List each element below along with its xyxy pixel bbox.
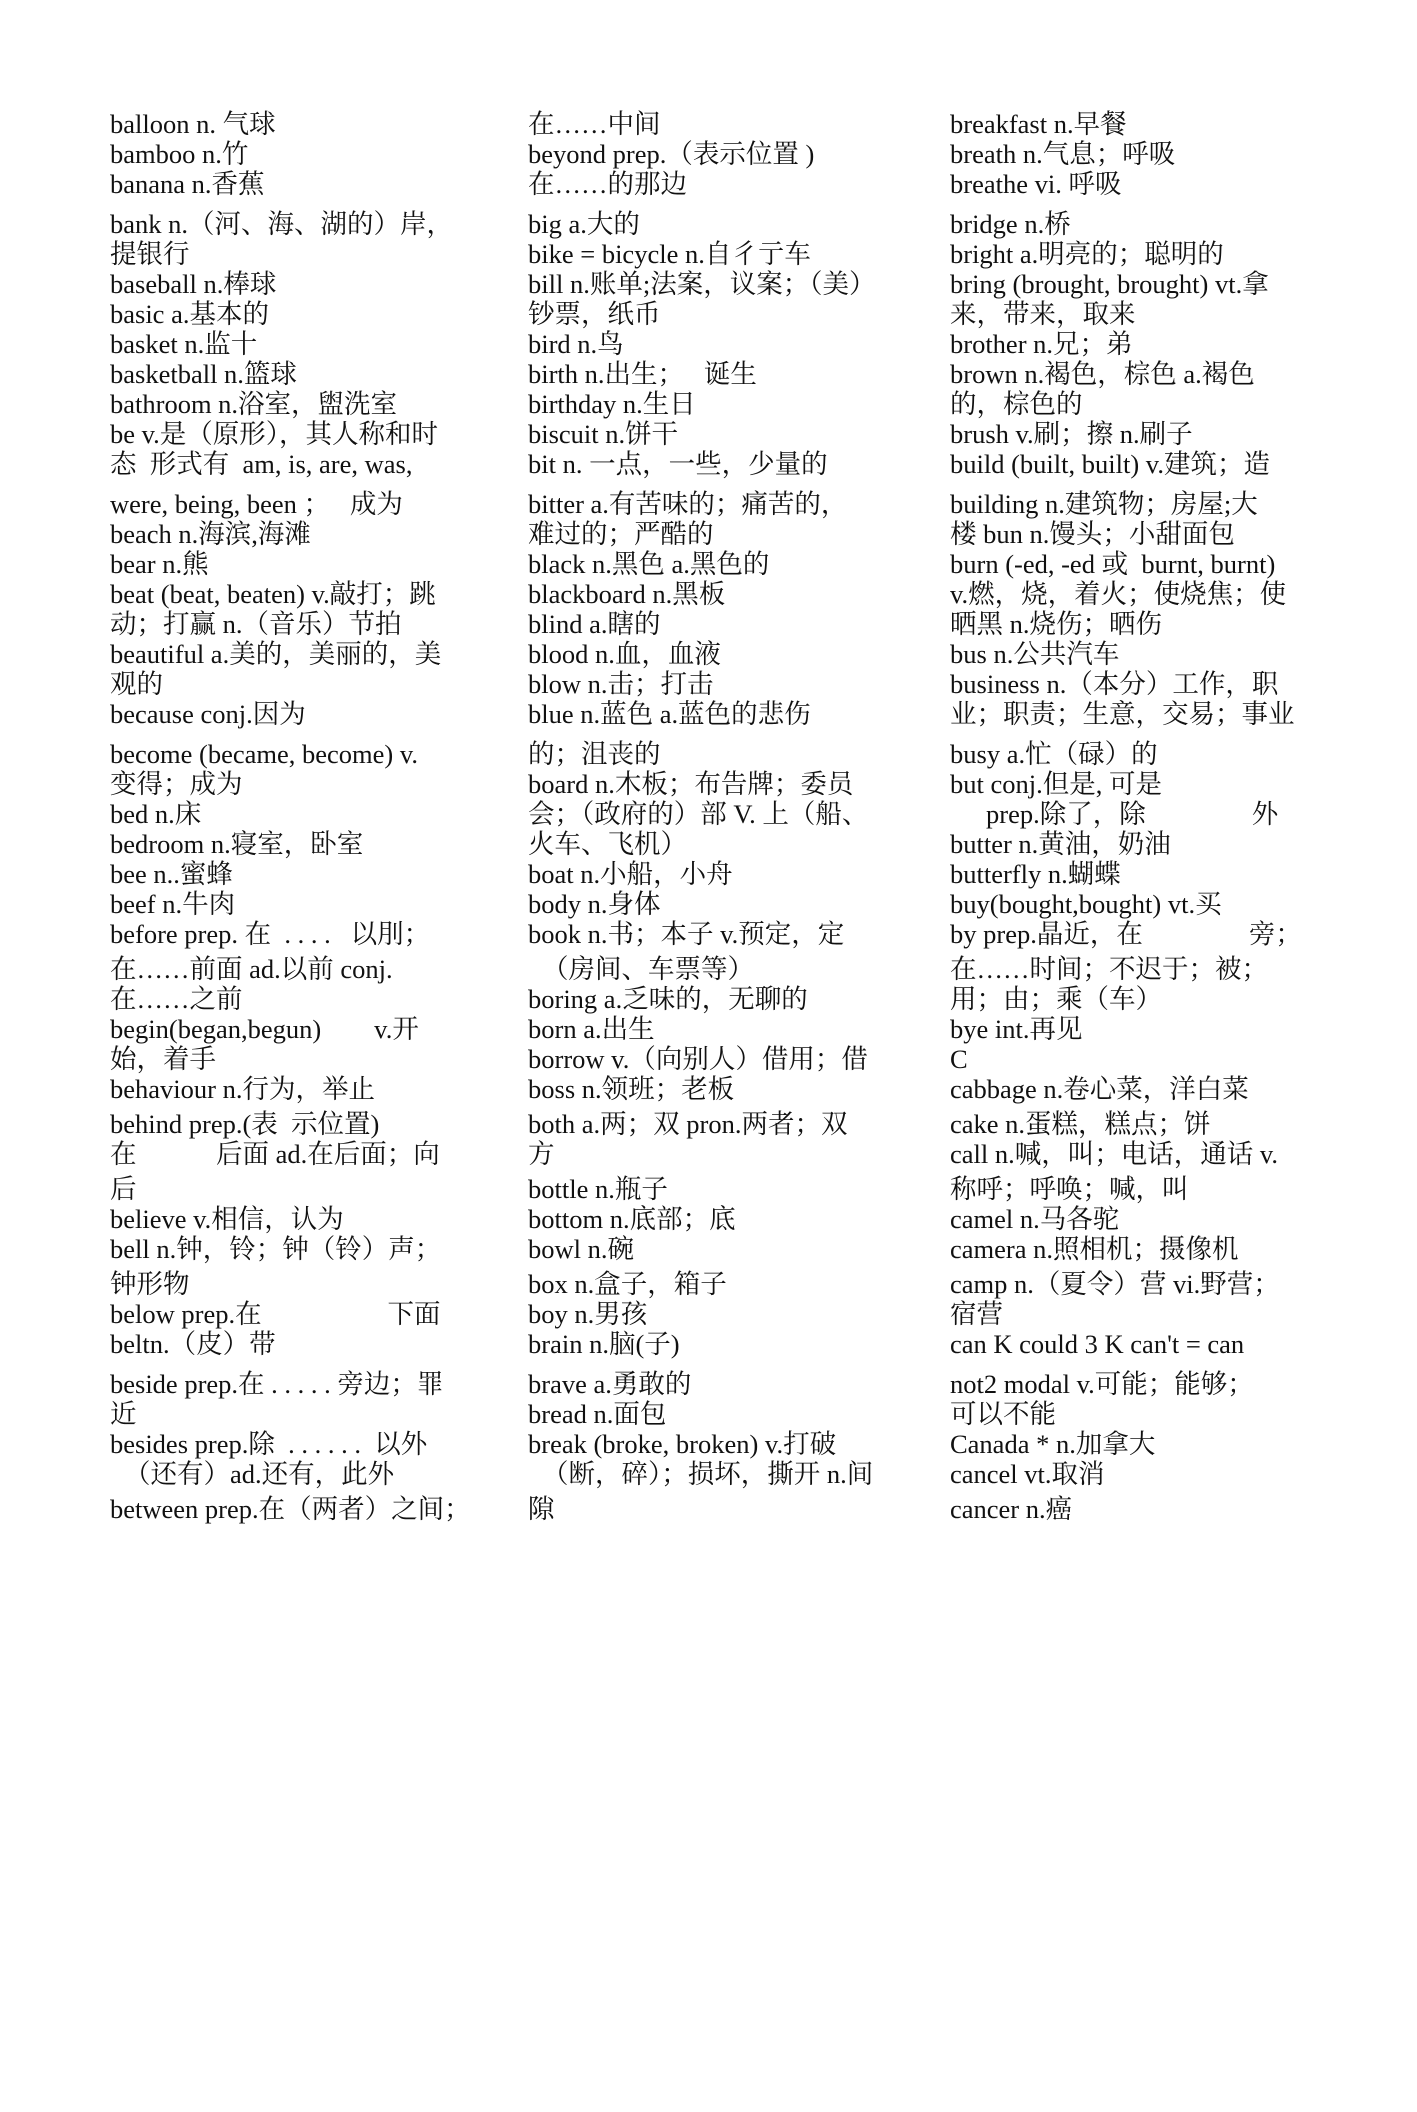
vocab-line: v.燃，烧，着火；使烧焦；使 (950, 579, 1287, 609)
vocab-line: break (broke, broken) v.打破 (528, 1429, 837, 1459)
vocab-line: 始，着手 (110, 1044, 216, 1074)
vocab-line: 可以不能 (950, 1399, 1056, 1429)
vocab-line: big a.大的 (528, 209, 640, 239)
vocab-line: 晒黑 n.烧伤；晒伤 (950, 609, 1162, 639)
vocab-line: blind a.瞎的 (528, 609, 661, 639)
vocab-line: bread n.面包 (528, 1399, 667, 1429)
vocab-line: born a.出生 (528, 1014, 655, 1044)
vocab-line: bill n.账单;法案，议案；（美） (528, 269, 876, 299)
vocab-line: 业；职责；生意，交易；事业 (950, 699, 1295, 729)
vocab-line: blue n.蓝色 a.蓝色的悲伤 (528, 699, 811, 729)
vocab-line: brother n.兄；弟 (950, 329, 1133, 359)
vocab-line: cancer n.癌 (950, 1494, 1073, 1524)
vocab-line: bear n.熊 (110, 549, 209, 579)
vocab-line: C (950, 1044, 968, 1074)
vocab-line: boy n.男孩 (528, 1299, 648, 1329)
vocab-line: blood n.血，血液 (528, 639, 721, 669)
vocab-line: 钞票，纸币 (528, 299, 661, 329)
vocab-line: were, being, been ； 成为 (110, 489, 403, 519)
vocab-line: between prep.在（两者）之间； (110, 1494, 471, 1524)
vocab-line: by prep.晶近，在 旁； (950, 919, 1302, 949)
vocab-line: birthday n.生日 (528, 389, 696, 419)
vocab-line: 近 (110, 1399, 137, 1429)
vocab-line: bed n.床 (110, 799, 202, 829)
vocab-line: breathe vi. 呼吸 (950, 169, 1122, 199)
vocab-line: bridge n.桥 (950, 209, 1071, 239)
vocab-line: brown n.褐色，棕色 a.褐色 (950, 359, 1255, 389)
vocab-line: 态 形式有 am, is, are, was, (110, 449, 413, 479)
vocab-line: bright a.明亮的；聪明的 (950, 239, 1224, 269)
vocab-line: bamboo n.竹 (110, 139, 249, 169)
vocab-line: bird n.鸟 (528, 329, 624, 359)
vocab-line: boat n.小船，小舟 (528, 859, 733, 889)
vocab-line: cake n.蛋糕，糕点；饼 (950, 1109, 1211, 1139)
vocab-line: bathroom n.浴室，盥洗室 (110, 389, 398, 419)
vocab-line: 会；（政府的）部 V. 上（船、 (528, 799, 869, 829)
vocab-line: bitter a.有苦味的；痛苦的， (528, 489, 848, 519)
vocab-line: 难过的；严酷的 (528, 519, 714, 549)
vocab-line: call n.喊，叫；电话，通话 v. (950, 1139, 1279, 1169)
vocab-line: be v.是（原形），其人称和时 (110, 419, 439, 449)
vocab-line: baseball n.棒球 (110, 269, 277, 299)
vocab-line: 火车、飞机） (528, 829, 687, 859)
vocab-line: cancel vt.取消 (950, 1459, 1105, 1489)
vocab-line: beautiful a.美的，美丽的，美 (110, 639, 442, 669)
vocab-line: before prep. 在 . . . . 以刖； (110, 919, 431, 949)
vocab-line: 方 (528, 1139, 555, 1169)
vocab-line: bedroom n.寝室，卧室 (110, 829, 364, 859)
vocab-line: black n.黑色 a.黑色的 (528, 549, 770, 579)
vocab-line: 的，棕色的 (950, 389, 1083, 419)
vocab-line: believe v.相信，认为 (110, 1204, 344, 1234)
vocab-line: box n.盒子，箱子 (528, 1269, 727, 1299)
vocab-line: begin(began,begun) v.开 (110, 1014, 419, 1044)
vocab-line: 变得；成为 (110, 769, 243, 799)
vocab-line: bike = bicycle n.自彳亍车 (528, 239, 811, 269)
vocab-line: 在……之前 (110, 984, 243, 1014)
vocab-line: 在 后面 ad.在后面；向 (110, 1139, 440, 1169)
vocab-line: below prep.在 下面 (110, 1299, 441, 1329)
vocab-line: both a.两；双 pron.两者；双 (528, 1109, 848, 1139)
vocab-line: 在……时间；不迟于；被； (950, 954, 1268, 984)
vocab-line: beyond prep.（表示位置 ) (528, 139, 815, 169)
vocab-line: 在……前面 ad.以前 conj. (110, 954, 393, 984)
vocab-line: buy(bought,bought) vt.买 (950, 889, 1222, 919)
vocab-line: prep.除了，除 外 (986, 799, 1279, 829)
vocab-line: beside prep.在 . . . . . 旁边；罪 (110, 1369, 444, 1399)
vocab-line: bit n. 一点，一些，少量的 (528, 449, 828, 479)
vocab-line: （断，碎）；损坏，撕开 n.间 (542, 1459, 874, 1489)
vocab-line: build (built, built) v.建筑；造 (950, 449, 1270, 479)
vocab-line: beef n.牛肉 (110, 889, 236, 919)
vocab-line: 动；打赢 n.（音乐）节拍 (110, 609, 402, 639)
vocab-line: boss n.领班；老板 (528, 1074, 735, 1104)
vocab-line: besides prep.除 . . . . . . 以外 (110, 1429, 428, 1459)
vocab-line: banana n.香蕉 (110, 169, 265, 199)
vocab-line: breath n.气息；呼吸 (950, 139, 1176, 169)
vocab-line: bell n.钟，铃；钟（铃）声； (110, 1234, 442, 1264)
vocab-line: 宿营 (950, 1299, 1003, 1329)
vocab-line: beat (beat, beaten) v.敲打；跳 (110, 579, 436, 609)
vocab-line: can K could 3 K can't = can (950, 1329, 1245, 1359)
vocab-line: 楼 bun n.馒头；小甜面包 (950, 519, 1235, 549)
vocab-line: behaviour n.行为，举止 (110, 1074, 375, 1104)
vocab-line: beach n.海滨,海滩 (110, 519, 311, 549)
vocab-line: business n.（本分）工作，职 (950, 669, 1279, 699)
vocab-line: body n.身体 (528, 889, 661, 919)
vocab-line: brain n.脑(子) (528, 1329, 680, 1359)
vocab-line: book n.书；本子 v.预定，定 (528, 919, 845, 949)
vocab-line: behind prep.(表 示位置) (110, 1109, 380, 1139)
vocab-line: 用；由；乘（车） (950, 984, 1162, 1014)
vocab-line: bowl n.碗 (528, 1234, 634, 1264)
vocab-line: （还有）ad.还有，此外 (124, 1459, 395, 1489)
vocab-line: 隙 (528, 1494, 555, 1524)
vocab-line: burn (-ed, -ed 或 burnt, burnt) (950, 549, 1276, 579)
vocab-line: board n.木板；布告牌；委员 (528, 769, 854, 799)
vocab-line: 钟形物 (110, 1269, 190, 1299)
vocab-line: 来，带来，取来 (950, 299, 1136, 329)
vocab-line: bank n.（河、海、湖的）岸， (110, 209, 454, 239)
vocab-line: 的；沮丧的 (528, 739, 661, 769)
vocab-line: because conj.因为 (110, 699, 306, 729)
vocab-line: blow n.击；打击 (528, 669, 714, 699)
vocab-line: 后 (110, 1174, 137, 1204)
vocab-line: bottom n.底部；底 (528, 1204, 736, 1234)
vocab-line: 观的 (110, 669, 163, 699)
vocab-line: bus n.公共汽车 (950, 639, 1120, 669)
vocab-line: brave a.勇敢的 (528, 1369, 692, 1399)
vocab-line: Canada * n.加拿大 (950, 1429, 1156, 1459)
vocab-line: become (became, become) v. (110, 739, 419, 769)
vocab-line: bring (brought, brought) vt.拿 (950, 269, 1269, 299)
vocab-line: breakfast n.早餐 (950, 109, 1127, 139)
vocab-line: beltn.（皮）带 (110, 1329, 276, 1359)
vocab-line: but conj.但是, 可是 (950, 769, 1162, 799)
vocab-line: camera n.照相机；摄像机 (950, 1234, 1239, 1264)
vocab-line: 提银行 (110, 239, 190, 269)
vocab-line: birth n.出生； 诞生 (528, 359, 757, 389)
vocab-line: camel n.马各驼 (950, 1204, 1120, 1234)
vocab-line: 在……的那边 (528, 169, 687, 199)
vocab-line: basketball n.篮球 (110, 359, 297, 389)
vocab-line: biscuit n.饼干 (528, 419, 679, 449)
vocab-line: boring a.乏味的，无聊的 (528, 984, 808, 1014)
vocab-line: basic a.基本的 (110, 299, 269, 329)
vocab-line: camp n.（夏令）营 vi.野营； (950, 1269, 1280, 1299)
vocab-line: blackboard n.黑板 (528, 579, 726, 609)
vocab-line: cabbage n.卷心菜，洋白菜 (950, 1074, 1249, 1104)
vocab-line: busy a.忙（碌）的 (950, 739, 1158, 769)
vocab-line: butter n.黄油，奶油 (950, 829, 1171, 859)
vocab-line: bee n..蜜蜂 (110, 859, 233, 889)
vocab-line: borrow v.（向别人）借用；借 (528, 1044, 868, 1074)
vocab-line: building n.建筑物；房屋;大 (950, 489, 1258, 519)
vocab-line: butterfly n.蝴蝶 (950, 859, 1121, 889)
vocab-line: 在……中间 (528, 109, 661, 139)
vocab-line: not2 modal v.可能；能够； (950, 1369, 1254, 1399)
vocab-line: bottle n.瓶子 (528, 1174, 668, 1204)
vocab-line: basket n.监十 (110, 329, 258, 359)
vocab-line: bye int.再见 (950, 1014, 1083, 1044)
vocab-line: （房间、车票等） (542, 954, 754, 984)
vocab-line: balloon n. 气球 (110, 109, 276, 139)
vocab-line: 称呼；呼唤；喊，叫 (950, 1174, 1189, 1204)
vocab-line: brush v.刷；擦 n.刷子 (950, 419, 1193, 449)
